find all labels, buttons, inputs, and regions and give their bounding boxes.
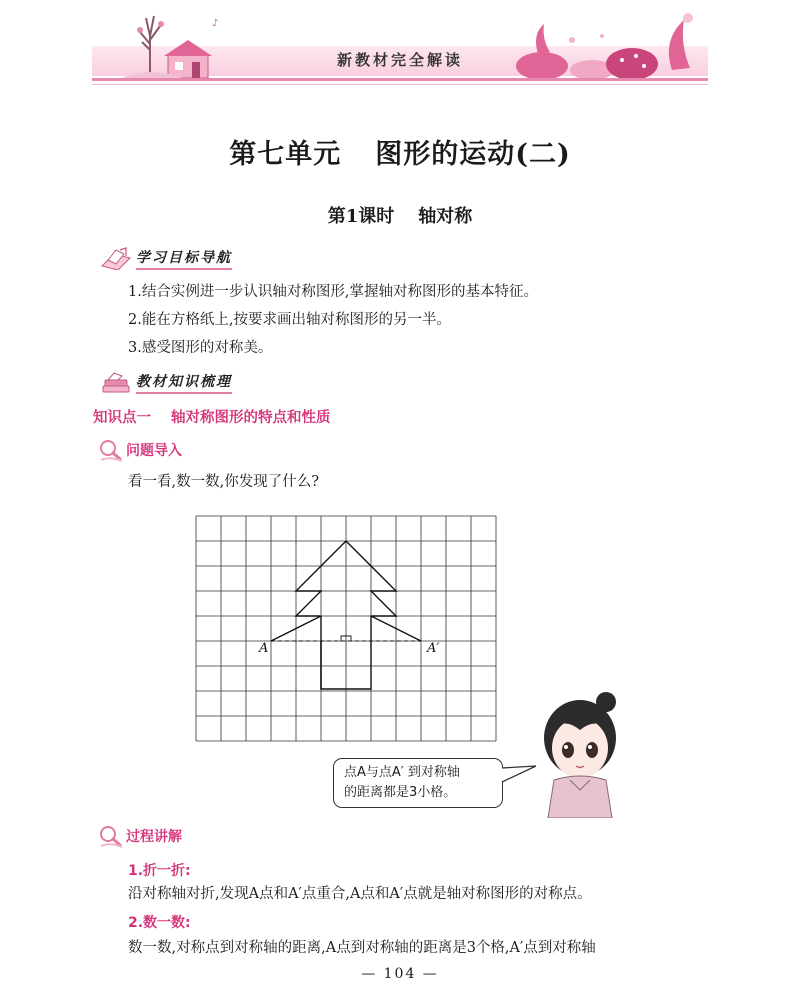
banner-divider-thin — [92, 84, 708, 85]
step-1-text: 沿对称轴对折,发现A点和A′点重合,A点和A′点就是轴对称图形的对称点。 — [128, 886, 592, 902]
intro-question: 看一看,数一数,你发现了什么? — [128, 474, 319, 490]
grid-lines — [196, 516, 496, 741]
knowledge-point-label: 知识点一 — [93, 410, 151, 426]
magnifier-icon — [98, 438, 124, 462]
banner-title: 新教材完全解读 — [336, 51, 463, 69]
lesson-label: 第1课时 — [327, 206, 395, 227]
unit-title — [0, 132, 800, 171]
book-stack-icon — [100, 246, 132, 270]
process-heading-label: 过程讲解 — [126, 829, 182, 845]
step-2-title: 2.数一数: — [128, 915, 191, 931]
goals-heading — [100, 244, 232, 270]
knowledge-point-title — [93, 406, 331, 427]
lesson-name: 轴对称 — [418, 206, 473, 227]
goals-heading-label: 学习目标导航 — [136, 247, 232, 270]
girl-illustration — [520, 688, 640, 818]
header-banner — [92, 0, 708, 90]
knowledge-heading — [100, 368, 232, 394]
point-a-prime-label: A′ — [427, 641, 440, 656]
page-number: — 104 — — [361, 966, 439, 982]
symmetry-grid-figure — [195, 515, 497, 743]
step-2-text: 数一数,对称点到对称轴的距离,A点到对称轴的距离是3个格,A′点到对称轴 — [128, 940, 596, 956]
process-heading — [98, 824, 182, 848]
goal-item: 2.能在方格纸上,按要求画出轴对称图形的另一半。 — [128, 312, 451, 328]
goal-item: 3.感受图形的对称美。 — [128, 340, 273, 356]
intro-heading-label: 问题导入 — [126, 443, 182, 459]
knowledge-point-name: 轴对称图形的特点和性质 — [171, 410, 331, 426]
bubble-line-1: 点A与点A′ 到对称轴 — [344, 765, 460, 780]
intro-heading — [98, 438, 182, 462]
bubble-line-2: 的距离都是3小格。 — [344, 785, 457, 800]
knowledge-heading-label: 教材知识梳理 — [136, 371, 232, 394]
banner-divider — [92, 78, 708, 81]
point-a-label: A — [259, 641, 269, 656]
unit-name: 图形的运动(二) — [375, 139, 571, 170]
step-1-title: 1.折一折: — [128, 863, 191, 879]
speech-bubble — [333, 758, 503, 808]
lesson-title — [0, 202, 800, 228]
goal-item: 1.结合实例进一步认识轴对称图形,掌握轴对称图形的基本特征。 — [128, 284, 538, 300]
svg-text:♪: ♪ — [212, 18, 219, 29]
unit-label: 第七单元 — [229, 139, 342, 170]
books-icon — [100, 370, 132, 394]
magnifier-icon — [98, 824, 124, 848]
speech-bubble-tail — [500, 764, 540, 794]
